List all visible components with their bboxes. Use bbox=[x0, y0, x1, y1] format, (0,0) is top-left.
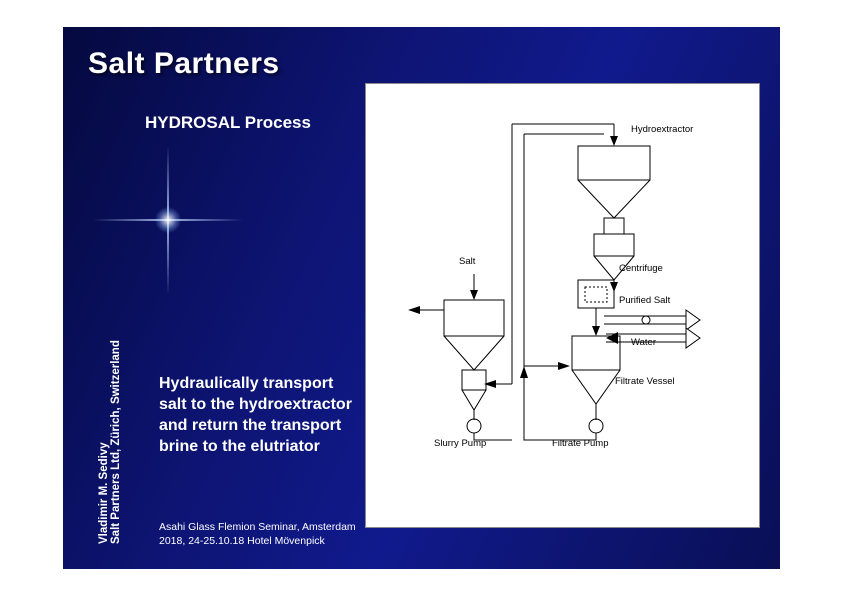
label-centrifuge: Centrifuge bbox=[619, 263, 663, 274]
hydroextractor-neck bbox=[604, 218, 624, 234]
hydroextractor-lower-shell bbox=[594, 234, 634, 256]
starburst-core bbox=[155, 207, 181, 233]
footnote-line-1: Asahi Glass Flemion Seminar, Amsterdam bbox=[159, 521, 356, 533]
elutriator-cone bbox=[444, 336, 504, 370]
starburst-vertical-ray bbox=[167, 145, 169, 295]
elutriator-lower-cone bbox=[462, 390, 486, 410]
label-filtrate-pump: Filtrate Pump bbox=[552, 438, 609, 449]
label-hydroextractor: Hydroextractor bbox=[631, 124, 694, 135]
footnote-line-2: 2018, 24-25.10.18 Hotel Mövenpick bbox=[159, 535, 325, 547]
process-flow-diagram bbox=[366, 84, 757, 525]
hydroextractor-cone bbox=[578, 180, 650, 218]
author-name: Vladimir M. Sedivy bbox=[98, 442, 110, 544]
starburst-horizontal-ray bbox=[93, 219, 243, 221]
slide-subtitle: HYDROSAL Process bbox=[145, 113, 311, 132]
centrifuge-basket bbox=[585, 287, 607, 302]
elutriator-top-shell bbox=[444, 300, 504, 336]
filtrate-pump-discharge-line bbox=[524, 366, 596, 440]
purified-salt-valve bbox=[642, 316, 650, 324]
label-purified-salt: Purified Salt bbox=[619, 295, 671, 306]
filtrate-vessel-cone bbox=[572, 370, 620, 404]
page-title: Salt Partners bbox=[88, 47, 280, 80]
process-flow-diagram-panel bbox=[365, 83, 760, 528]
hydroextractor-feed-arrow bbox=[610, 136, 618, 146]
slide-body-text: Hydraulically transport salt to the hydroextractor and return the transport brine to the elutriator bbox=[159, 375, 352, 455]
label-filtrate-vessel: Filtrate Vessel bbox=[615, 376, 675, 387]
purified-salt-arrowhead bbox=[686, 310, 700, 330]
elutriator-overflow-arrow bbox=[408, 306, 420, 314]
author-affiliation: Salt Partners Ltd, Zürich, Switzerland bbox=[110, 340, 122, 544]
label-slurry-pump: Slurry Pump bbox=[434, 438, 487, 449]
slide bbox=[63, 27, 780, 569]
filtrate-pump-symbol bbox=[589, 419, 603, 433]
filtrate-return-arrow bbox=[520, 366, 528, 378]
elutriator-neck bbox=[462, 370, 486, 390]
filtrate-return-branch-arrow bbox=[558, 362, 570, 370]
water-source-arrowhead bbox=[686, 328, 700, 348]
starburst-decoration bbox=[93, 145, 243, 295]
author-block bbox=[98, 314, 122, 544]
label-water: Water bbox=[631, 337, 656, 348]
hydroextractor-top-shell bbox=[578, 146, 650, 180]
centrifuge-body bbox=[578, 280, 614, 308]
slurry-pump-symbol bbox=[467, 419, 481, 433]
centrifuge-discharge-arrow bbox=[592, 326, 600, 336]
salt-feed-arrow bbox=[470, 290, 478, 300]
label-salt: Salt bbox=[459, 256, 476, 267]
